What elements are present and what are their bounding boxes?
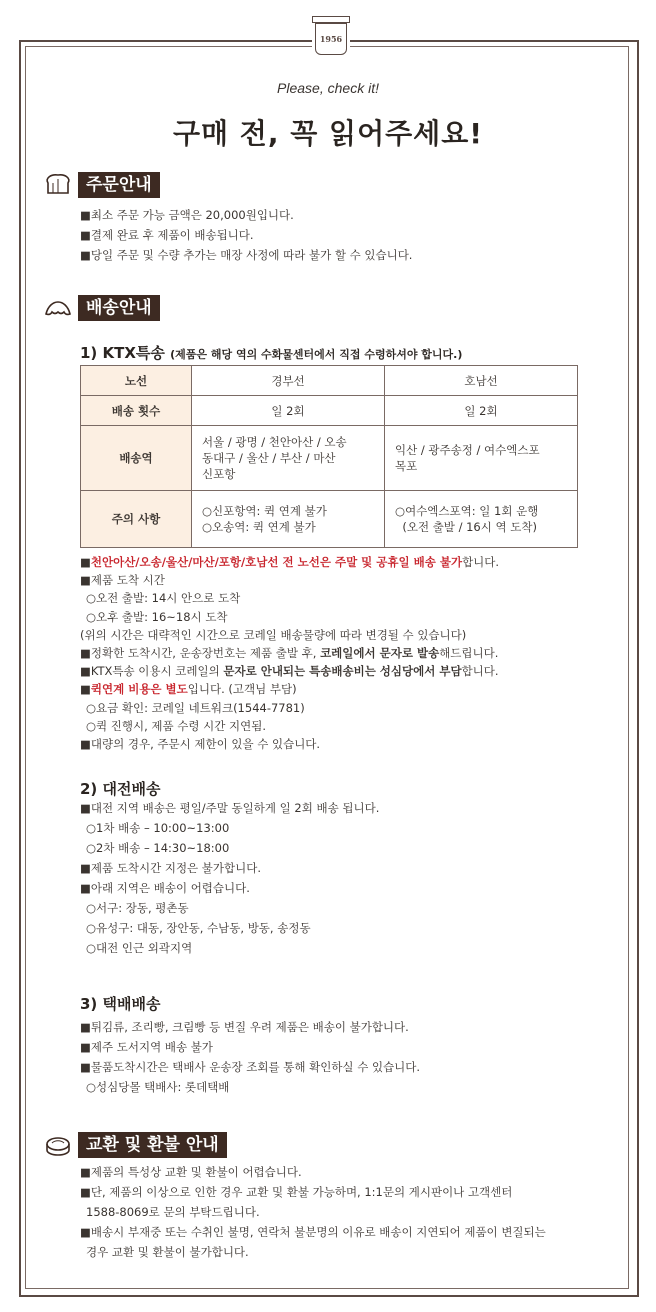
section-refund-header [44,1132,227,1158]
list-item [80,717,499,735]
cell-line: 일 2회 [464,403,498,418]
text: ■ [80,682,91,697]
text: ○대전 인근 외곽지역 [86,941,193,955]
text: ■최소 주문 가능 금액은 20,000원입니다. [80,208,294,222]
text: ○1차 배송 – 10:00~13:00 [86,821,230,835]
text: ○2차 배송 – 14:30~18:00 [86,841,230,855]
section-order-label: 주문안내 [78,172,160,198]
text: ■제품 도착 시간 [80,573,165,588]
cell-line: ○오송역: 퀵 연계 불가 [202,520,316,534]
cell [385,491,578,548]
text: ■대량의 경우, 주문시 제한이 있을 수 있습니다. [80,737,321,752]
section-delivery-header [44,295,160,321]
text: 경우 교환 및 환불이 불가합니다. [86,1245,249,1259]
text: ■제품 도착시간 지정은 불가합니다. [80,861,262,875]
subtitle: Please, check it! [277,80,379,96]
list-item [80,1222,546,1242]
list-item [80,644,499,662]
text: ○오후 출발: 16~18시 도착 [86,609,228,624]
header-route: 노선 [81,366,192,396]
cell [192,396,385,426]
table-header-row [81,366,578,396]
section-order-header [44,172,160,198]
cell-line: 동대구 / 울산 / 부산 / 마산 [202,451,336,465]
text: ■제품의 특성상 교환 및 환불이 어렵습니다. [80,1165,302,1179]
ktx-table [80,365,578,548]
list-item [80,1242,546,1262]
ktx-notes [80,553,499,753]
text: ○성심당몰 택배사: 롯데택배 [86,1080,230,1094]
text: ○퀵 진행시, 제품 수령 시간 지연됨. [86,718,267,733]
text: ■당일 주문 및 수량 추가는 매장 사정에 따라 불가 할 수 있습니다. [80,248,413,262]
section-delivery-label: 배송안내 [78,295,160,321]
list-item [80,608,499,626]
jar-emblem-logo [312,16,350,56]
list-item [80,699,499,717]
text: ○유성구: 대동, 장안동, 수남동, 방동, 송정동 [86,921,311,935]
list-item [80,680,499,698]
text: ■대전 지역 배송은 평일/주말 동일하게 일 2회 배송 됩니다. [80,801,380,815]
cell [385,396,578,426]
list-item [80,1077,420,1097]
list-item [80,626,499,644]
page-title: 구매 전, 꼭 읽어주세요! [172,117,484,150]
list-item [80,245,412,265]
text: 합니다. [462,555,500,569]
text: 1588-8069로 문의 부탁드립니다. [86,1205,260,1219]
list-item [80,938,379,958]
cell-line: ○신포항역: 퀵 연계 불가 [202,504,327,518]
list-item [80,1037,420,1057]
list-item [80,1017,420,1037]
text: ■아래 지역은 배송이 어렵습니다. [80,881,250,895]
daejeon-notes [80,798,379,958]
text: ■제주 도서지역 배송 불가 [80,1040,213,1054]
text: ■물품도착시간은 택배사 운송장 조회를 통해 확인하실 수 있습니다. [80,1060,421,1074]
text: 합니다. [461,664,499,679]
text: ■배송시 부재중 또는 수취인 불명, 연락처 불분명의 이유로 배송이 지연되어 제품이 변질되는 [80,1225,546,1239]
list-item [80,878,379,898]
table-row [81,426,578,491]
bread-icon [44,173,72,197]
refund-notes [80,1162,546,1262]
ktx-title: 1) KTX특송 [80,344,165,362]
highlight-text: 퀵연계 비용은 별도 [90,682,188,697]
list-item [80,1057,420,1077]
text: ■결제 완료 후 제품이 배송됩니다. [80,228,254,242]
text: ■정확한 도착시간, 운송장번호는 제품 출발 후, [80,646,321,661]
list-item [80,205,412,225]
list-item [80,571,499,589]
text: 입니다. (고객님 부담) [187,682,297,697]
cake-icon [44,1133,72,1157]
highlight-text: 천안아산/오송/울산/마산/포항/호남선 전 노선은 주말 및 공휴일 배송 불가 [90,555,463,569]
list-item [80,1182,546,1202]
text: ○요금 확인: 코레일 네트워크(1544-7781) [86,700,305,715]
text: (위의 시간은 대략적인 시간으로 코레일 배송물량에 따라 변경될 수 있습니다) [80,627,467,642]
cell-line: 신포항 [202,467,236,481]
list-item [80,225,412,245]
list-item [80,662,499,680]
cell-line: ○여수엑스포역: 일 1회 운행 [395,504,539,518]
daejeon-title: 2) 대전배송 [80,780,161,798]
text: ■단, 제품의 이상으로 인한 경우 교환 및 환불 가능하며, 1:1문의 게시판이나 고객센터 [80,1185,513,1199]
text: ○오전 출발: 14시 안으로 도착 [86,591,241,606]
cell-line: 목포 [395,459,418,473]
parcel-title: 3) 택배배송 [80,995,161,1013]
text: ■튀김류, 조리빵, 크림빵 등 변질 우려 제품은 배송이 불가합니다. [80,1020,409,1034]
cell [192,491,385,548]
cell-line: (오전 출발 / 16시 역 도착) [395,520,537,534]
emblem-year: 1956 [315,23,347,55]
croissant-icon [44,296,72,320]
list-item [80,838,379,858]
order-notes [80,205,412,265]
list-item [80,1202,546,1222]
ktx-note: (제품은 해당 역의 수화물센터에서 직접 수령하셔야 합니다.) [170,348,463,361]
list-item [80,898,379,918]
bold-text: 코레일에서 문자로 발송 [320,646,440,661]
text: ■KTX특송 이용시 코레일의 [80,664,224,679]
list-item [80,818,379,838]
row-label: 배송 횟수 [81,396,192,426]
cell [192,426,385,491]
text: 해드립니다. [439,646,499,661]
table-row [81,491,578,548]
list-item [80,858,379,878]
bold-text: 문자로 안내되는 특송배송비는 성심당에서 부담 [223,664,462,679]
text: ○서구: 장동, 평촌동 [86,901,189,915]
cell [385,426,578,491]
header-honam: 호남선 [385,366,578,396]
list-item [80,1162,546,1182]
section-refund-label: 교환 및 환불 안내 [78,1132,227,1158]
list-item [80,589,499,607]
text: ■ [80,555,91,569]
list-item [80,798,379,818]
parcel-notes [80,1017,420,1097]
cell-line: 서울 / 광명 / 천안아산 / 오송 [202,435,347,449]
cell-line: 익산 / 광주송정 / 여수엑스포 [395,443,540,457]
cell-line: 일 2회 [271,403,305,418]
list-item [80,553,499,571]
row-label: 주의 사항 [81,491,192,548]
row-label: 배송역 [81,426,192,491]
table-row [81,396,578,426]
ktx-heading [80,342,462,363]
list-item [80,735,499,753]
header-gyeongbu: 경부선 [192,366,385,396]
list-item [80,918,379,938]
